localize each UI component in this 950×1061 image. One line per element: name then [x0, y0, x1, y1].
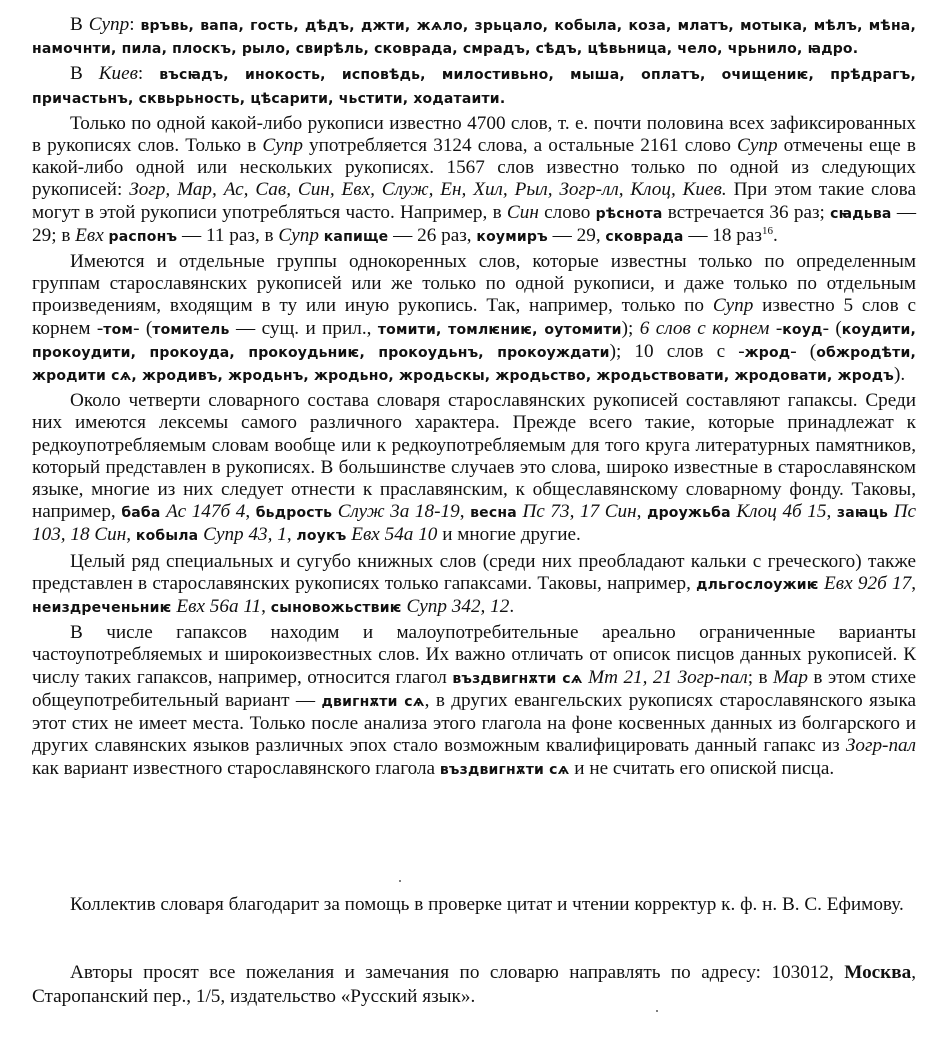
manuscript-reference: Супр — [88, 14, 130, 35]
old-slavonic-word: жрод — [744, 344, 791, 361]
old-slavonic-word: въздвигнѫти сѧ — [439, 761, 570, 778]
text-run: В — [70, 14, 89, 35]
text-run: отмечены еще в какой-либо одной или нескольких рукописях. 1567 слов известно только по одной из следующих рукописей: — [32, 135, 916, 201]
old-slavonic-word: весна — [470, 505, 517, 522]
text-run: употребляется 3124 слова, а остальные 2161 слово — [302, 135, 738, 157]
text-run: , — [636, 501, 648, 523]
old-slavonic-word: коумиръ — [476, 228, 548, 245]
old-slavonic-word: сыновожьствиѥ — [270, 600, 402, 617]
address-note — [32, 961, 916, 1012]
address-suffix: , Старопанский пер., 1/5, издательство «Русский язык». — [32, 962, 916, 1007]
paragraph — [32, 113, 916, 248]
manuscript-reference: Супр — [712, 295, 754, 317]
old-slavonic-word: капище — [323, 228, 389, 245]
old-slavonic-word: дльгослоужиѥ — [696, 576, 819, 593]
text-run: : — [129, 14, 141, 35]
text-run: , — [459, 501, 471, 523]
paragraph — [32, 390, 916, 547]
old-slavonic-word: коуд — [782, 321, 823, 338]
manuscript-reference: Син — [506, 201, 539, 223]
manuscript-reference: Евх 54а 10 — [351, 524, 438, 546]
text-run: , — [126, 524, 136, 546]
manuscript-reference: Зогр, Мар, Ас, Сав, Син, Евх, Служ, Ен, Хил, Рыл, Зогр-лл, Клоц, Киев. — [129, 179, 727, 201]
scan-speck — [399, 880, 401, 882]
text-run: — 18 раз — [683, 224, 762, 246]
text-run: — сущ. и прил., — [229, 317, 378, 339]
address-city: Москва — [844, 962, 912, 983]
manuscript-reference: Евх 92б 17 — [824, 572, 912, 594]
body-text — [32, 14, 916, 784]
footnote-ref: 16 — [761, 224, 773, 237]
old-slavonic-word: заꙗць — [836, 505, 889, 522]
manuscript-reference: Пс 73, 17 Син — [522, 501, 637, 523]
text-run: и многие другие. — [437, 524, 581, 546]
text-run: , — [245, 501, 256, 523]
text-run: слово — [538, 201, 596, 223]
paragraph — [32, 251, 916, 387]
text-run: — 11 раз, в — [177, 224, 279, 246]
old-slavonic-word: дроужьба — [647, 505, 731, 522]
text-run: , — [286, 524, 297, 546]
old-slavonic-word: лоукъ — [296, 528, 347, 545]
text-run: ; в — [747, 666, 774, 688]
text-run: Около четверти словарного состава словаря старославянских рукописей составляют гапаксы. Среди них имеются лексемы самого различного характера. Прежде всего такие, которые принадлежат к редкоупотребляемым словам вообще или к редкоупотребляемым для того круга литературных памятников, который представлен в рукописях. В большинстве случаев это слова, широко известные в старославянском языке, многие из них следует отнести к праславянским, к общеславянскому словарному фонду. Таковы, например, — [32, 390, 916, 523]
old-slavonic-word: обжродѣти, жродити сѧ, жродивъ, жродьнъ, жродьно, жродьскы, жродьство, жродьствовати, жродовати, жродъ — [32, 344, 917, 385]
scan-speck — [656, 1010, 658, 1012]
manuscript-reference: 6 слов с корнем - — [639, 317, 783, 339]
text-run: — 29; в — [32, 201, 917, 246]
text-run: В — [70, 63, 99, 85]
manuscript-reference: Евх — [75, 224, 104, 246]
manuscript-reference: Супр — [737, 135, 778, 157]
text-run: ); 10 слов с - — [609, 340, 745, 362]
manuscript-reference: Пс 103, 18 Син — [32, 501, 917, 546]
text-run: Целый ряд специальных и сугубо книжных слов (среди них преобладают кальки с греческого) также представлен в старославянских рукописях только гапаксами. Таковы, например, — [32, 550, 916, 594]
text-run: . — [772, 224, 778, 246]
text-run: встречается 36 раз; — [662, 201, 831, 223]
text-run: - ( — [133, 317, 153, 339]
address-prefix: Авторы просят все пожелания и замечания по словарю направлять по адресу: 103012, — [70, 962, 845, 983]
old-slavonic-word: двигнѫти сѧ — [321, 693, 425, 710]
manuscript-reference: Киев — [98, 63, 138, 85]
acknowledgement-text: Коллектив словаря благодарит за помощь в проверке цитат и чтении корректур к. ф. н. В. С. Ефимову. — [70, 894, 904, 915]
text-run: известно 5 слов с корнем - — [32, 295, 916, 339]
text-run: , в других евангельских рукописях старославянского языка этот стих не имеет места. Только после анализа этого глагола на фоне косвенных данных из болгарского и других славянских языков различных эпох стало возможным квалифицировать данный гапакс из — [32, 689, 916, 757]
old-slavonic-word: сꙗдьва — [830, 205, 892, 222]
old-slavonic-word: въсꙗдъ, инокость, исповѣдь, милостивьно, мыша, оплатъ, очищениѥ, прѣдрагъ, причастьнъ, сквьрьность, цѣсарити, чьстити, ходатаити. — [32, 67, 916, 107]
old-slavonic-word: томитель — [152, 321, 230, 338]
old-slavonic-word: кобыла — [135, 528, 199, 545]
text-run: В числе гапаксов находим и малоупотребительные ареально ограниченные варианты частоупотребляемых и широкоизвестных слов. Их важно отличать от описок писцов данных рукописей. К числу таких гапаксов, например, относится глагол — [32, 622, 916, 688]
old-slavonic-word: сковрада — [605, 228, 684, 245]
text-run: в этом стихе общеупотребительный вариант — — [32, 666, 916, 711]
text-run: и не считать его опиской писца. — [569, 757, 835, 779]
old-slavonic-word: бьдрость — [255, 505, 333, 522]
paragraph — [32, 14, 916, 60]
text-run: . — [509, 596, 515, 618]
text-run: — 26 раз, — [388, 224, 477, 246]
manuscript-reference: Супр — [262, 135, 303, 157]
text-run: , — [826, 501, 837, 523]
manuscript-reference: Ас 147б 4 — [166, 501, 246, 523]
old-slavonic-word: рѣснота — [595, 205, 663, 222]
text-run: , — [911, 572, 917, 594]
text-run: , — [261, 596, 271, 618]
paragraph — [32, 622, 916, 780]
manuscript-reference: Супр 342, 12 — [406, 596, 510, 618]
manuscript-reference: Зогр-пал — [845, 735, 916, 757]
acknowledgement — [32, 893, 916, 920]
old-slavonic-word: баба — [121, 505, 161, 522]
manuscript-reference: Мар — [773, 666, 808, 688]
text-run: — 29, — [547, 224, 606, 246]
old-slavonic-word: въздвигнѫти сѧ — [452, 670, 583, 687]
manuscript-reference: Служ 3а 18-19 — [337, 501, 460, 523]
manuscript-reference: Мт 21, 21 Зогр-пал — [588, 666, 748, 688]
text-run: - ( — [822, 317, 842, 339]
old-slavonic-word: връвь, вапа, гость, дѣдъ, джти, жѧло, зрьцало, кобыла, коза, млатъ, мотыка, мѣлъ, мѣна, намочнти, пила, плоскъ, рыло, свирѣль, сковрада, смрадъ, сѣдъ, цѣвьница, чело, чрьнило, ꙗдро. — [32, 18, 916, 58]
old-slavonic-word: неиздреченьниѥ — [32, 600, 172, 617]
old-slavonic-word: распонъ — [108, 228, 178, 245]
manuscript-reference: Евх 56а 11 — [176, 596, 262, 618]
text-run: Имеются и отдельные группы однокоренных слов, которые известны только по определенным группам старославянских рукописей или же только по одной рукописи, и даже только по отдельным произведениям, входящим в ту или иную рукопись. Так, например, только по — [32, 251, 916, 317]
text-run: ). — [893, 364, 906, 386]
text-run: - ( — [790, 340, 817, 362]
manuscript-reference: Супр — [278, 224, 319, 246]
manuscript-reference: Клоц 4б 15 — [736, 501, 827, 523]
text-run: При этом такие слова могут в этой рукописи употребляться часто. Например, в — [32, 179, 917, 223]
paragraph — [32, 63, 916, 109]
manuscript-reference: Супр 43, 1 — [203, 524, 287, 546]
text-run: как вариант известного старославянского глагола — [32, 757, 440, 779]
address-text — [32, 961, 916, 1009]
text-run: : — [137, 63, 160, 85]
text-run: Только по одной какой-либо рукописи известно 4700 слов, т. е. почти половина всех зафиксированных в рукописях слов. Только в — [32, 112, 916, 157]
old-slavonic-word: том — [103, 321, 134, 338]
text-run: ); — [621, 317, 640, 339]
old-slavonic-word: томити, томлѥниѥ, оутомити — [377, 321, 622, 338]
old-slavonic-word: коудити, прокоудити, прокоуда, прокоудьниѥ, прокоудьнъ, прокоуждати — [32, 321, 917, 361]
paragraph — [32, 551, 916, 620]
